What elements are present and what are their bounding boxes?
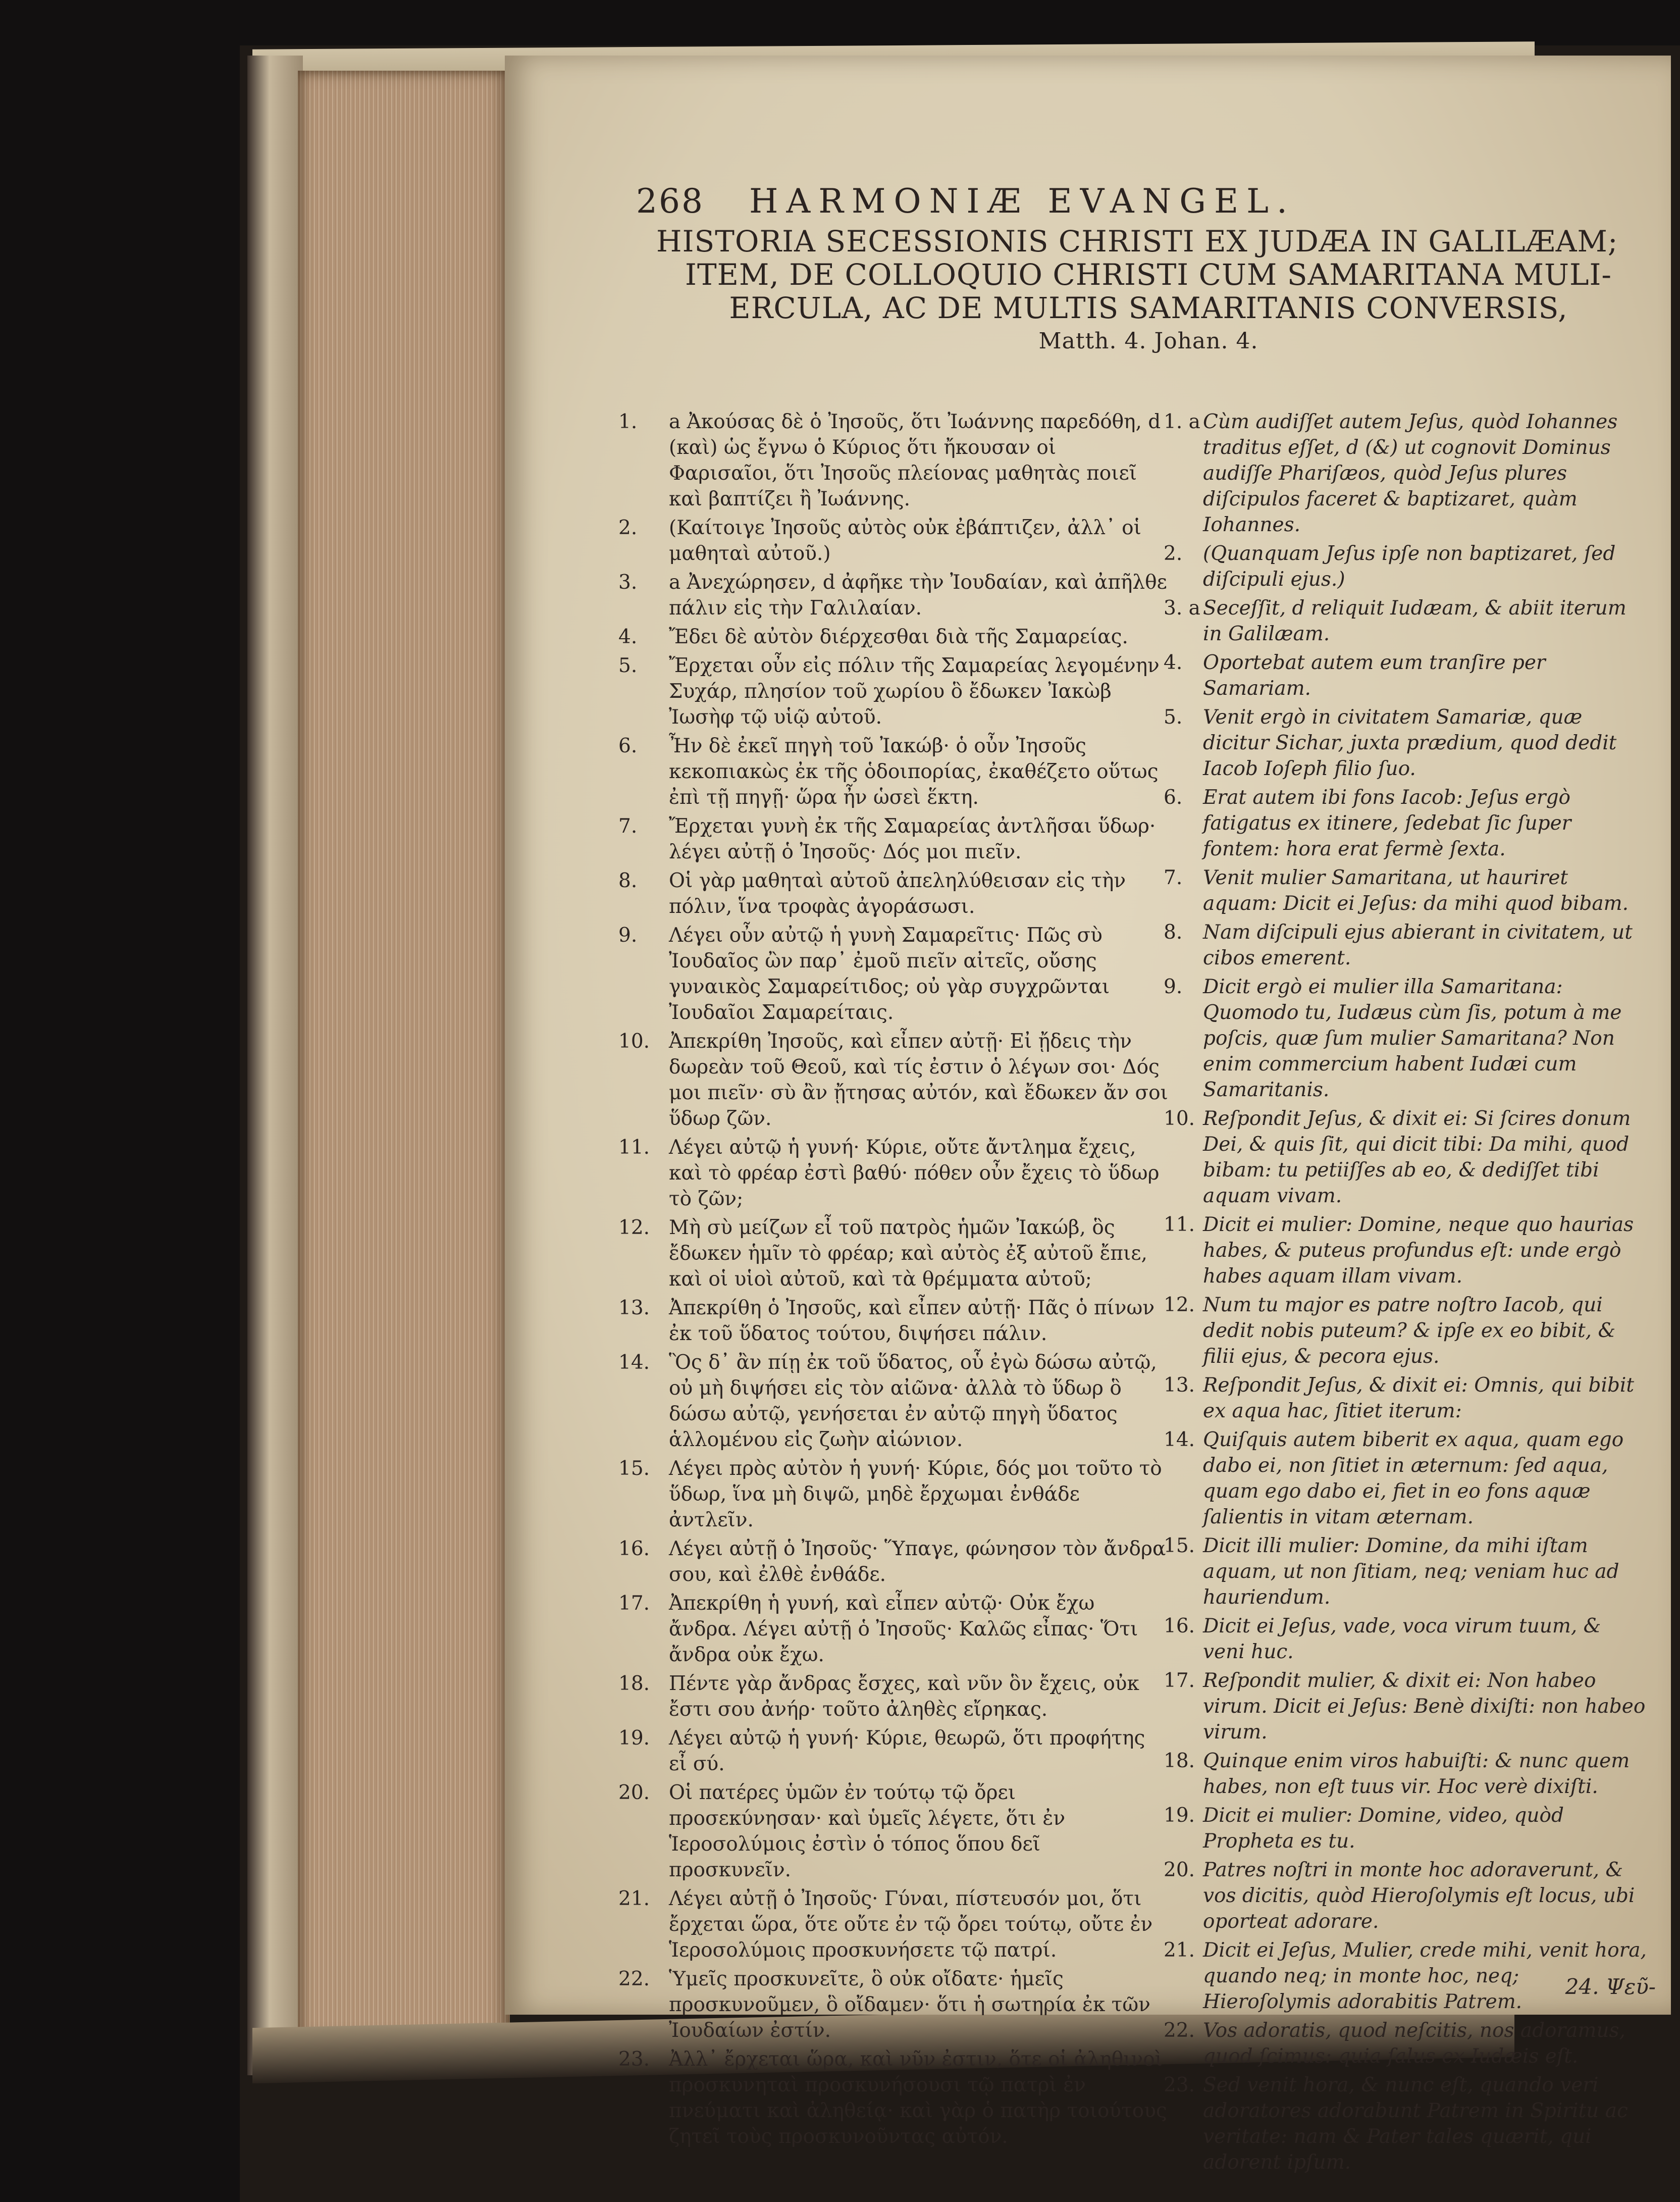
greek-verse — [618, 1135, 1169, 1212]
verse-text: Dicit ei Jeſus, vade, voca virum tuum, & veni huc. — [1203, 1615, 1601, 1663]
verse-text: Ἀπεκρίθη Ἰησοῦς, καὶ εἶπεν αὐτῇ· Εἰ ᾔδεις τὴν δωρεὰν τοῦ Θεοῦ, καὶ τίς ἐστιν ὁ λέγων σοι· Δός μοι πιεῖν· σὺ ἂν ᾔτησας αὐτόν, καὶ ἔδωκεν ἄν σοι ὕδωρ ζῶν. — [669, 1030, 1168, 1130]
latin-verse — [1164, 2018, 1648, 2069]
verse-number: 10. — [1164, 1107, 1195, 1130]
greek-verse — [618, 1215, 1169, 1292]
verse-text: Ἀλλ᾽ ἔρχεται ὥρα, καὶ νῦν ἐστιν, ὅτε οἱ ἀληθινοὶ προσκυνηταὶ προσκυνήσουσι τῷ πατρὶ ἐν πνεύματι καὶ ἀληθείᾳ· καὶ γὰρ ὁ πατὴρ τοιούτους ζητεῖ τοὺς προσκυνοῦντας αὐτόν. — [669, 2048, 1167, 2148]
verse-number: 13. — [1164, 1374, 1195, 1397]
verse-text: Patres noſtri in monte hoc adoraverunt, & vos dicitis, quòd Hieroſolymis eſt locus, ubi oporteat adorare. — [1203, 1859, 1635, 1933]
verse-number: 13. — [618, 1297, 650, 1319]
verse-text: Num tu major es patre noſtro Iacob, qui dedit nobis puteum? & ipſe ex eo bibit, & filii ejus, & pecora ejus. — [1203, 1294, 1616, 1368]
greek-verse — [618, 409, 1169, 512]
page-edges — [298, 71, 510, 2040]
verse-number: 7. — [1164, 866, 1183, 889]
greek-verse — [618, 653, 1169, 730]
latin-verse — [1164, 1613, 1648, 1665]
verse-text: Ἔδει δὲ αὐτὸν διέρχεσθαι διὰ τῆς Σαμαρείας. — [669, 626, 1128, 648]
verse-text: Πέντε γὰρ ἄνδρας ἔσχες, καὶ νῦν ὃν ἔχεις, οὐκ ἔστι σου ἀνήρ· τοῦτο ἀληθὲς εἴρηκας. — [669, 1672, 1139, 1721]
greek-verse — [618, 570, 1169, 621]
greek-verse — [618, 1029, 1169, 1132]
verse-text: Venit ergò in civitatem Samariæ, quæ dicitur Sichar, juxta prædium, quod dedit Iacob Ioſeph filio ſuo. — [1203, 706, 1617, 780]
latin-verse — [1164, 595, 1648, 647]
verse-text: Quinque enim viros habuiſti: & nunc quem habes, non eſt tuus vir. Hoc verè dixiſti. — [1203, 1750, 1630, 1798]
verse-number: 19. — [1164, 1804, 1195, 1827]
verse-number: 2. — [1164, 542, 1183, 565]
verse-text: a Ἀνεχώρησεν, d ἀφῆκε τὴν Ἰουδαίαν, καὶ ἀπῆλθε πάλιν εἰς τὴν Γαλιλαίαν. — [669, 571, 1167, 620]
latin-verse — [1164, 1748, 1648, 1800]
verse-number: 11. — [1164, 1213, 1195, 1236]
verse-text: Λέγει οὖν αὐτῷ ἡ γυνὴ Σαμαρεῖτις· Πῶς σὺ Ἰουδαῖος ὢν παρ᾽ ἐμοῦ πιεῖν αἰτεῖς, οὔσης γυναικὸς Σαμαρείτιδος; οὐ γὰρ συγχρῶνται Ἰουδαῖοι Σαμαρείταις. — [669, 924, 1110, 1024]
chapter-title-line: ITEM, DE COLLOQUIO CHRISTI CUM SAMARITANA MULI- — [685, 258, 1612, 292]
latin-verse — [1164, 1533, 1648, 1610]
verse-text: Seceſſit, d reliquit Iudæam, & abiit iterum in Galilæam. — [1203, 597, 1626, 645]
greek-verse — [618, 1725, 1169, 1777]
verse-text: Ἀπεκρίθη ἡ γυνή, καὶ εἶπεν αὐτῷ· Οὐκ ἔχω ἄνδρα. Λέγει αὐτῇ ὁ Ἰησοῦς· Καλῶς εἶπας· Ὅτι ἄνδρα οὐκ ἔχω. — [669, 1592, 1138, 1666]
verse-text: Ἀπεκρίθη ὁ Ἰησοῦς, καὶ εἶπεν αὐτῇ· Πᾶς ὁ πίνων ἐκ τοῦ ὕδατος τούτου, διψήσει πάλιν. — [669, 1297, 1155, 1345]
latin-verse — [1164, 785, 1648, 862]
greek-verse — [618, 1456, 1169, 1533]
verse-text: Λέγει αὐτῷ ἡ γυνή· Κύριε, οὔτε ἄντλημα ἔχεις, καὶ τὸ φρέαρ ἐστὶ βαθύ· πόθεν οὖν ἔχεις τὸ ὕδωρ τὸ ζῶν; — [669, 1136, 1160, 1210]
running-head — [636, 182, 1595, 221]
latin-verse — [1164, 1427, 1648, 1530]
verse-number: 9. — [1164, 976, 1183, 998]
latin-verse — [1164, 704, 1648, 782]
book-binding — [247, 56, 303, 2075]
verse-text: Dicit ergò ei mulier illa Samaritana: Quomodo tu, Iudæus cùm ſis, potum à me poſcis, quæ ſum mulier Samaritana? Non enim commercium habent Iudæi cum Samaritanis. — [1203, 976, 1622, 1101]
verse-number: 3. a — [1164, 597, 1200, 620]
greek-verse — [618, 1591, 1169, 1668]
verse-number: 20. — [1164, 1859, 1195, 1881]
greek-verse — [618, 1295, 1169, 1347]
greek-verse — [618, 1536, 1169, 1588]
verse-number: 6. — [1164, 786, 1183, 809]
latin-verse — [1164, 865, 1648, 916]
verse-number: 7. — [618, 815, 638, 838]
verse-text: Ὃς δ᾽ ἂν πίῃ ἐκ τοῦ ὕδατος, οὗ ἐγὼ δώσω αὐτῷ, οὐ μὴ διψήσει εἰς τὸν αἰῶνα· ἀλλὰ τὸ ὕδωρ ὃ δώσω αὐτῷ, γενήσεται ἐν αὐτῷ πηγὴ ὕδατος ἁλλομένου εἰς ζωὴν αἰώνιον. — [669, 1351, 1157, 1451]
verse-text: Reſpondit Jeſus, & dixit ei: Omnis, qui bibit ex aqua hac, ſitiet iterum: — [1203, 1374, 1635, 1422]
verse-number: 8. — [618, 869, 638, 892]
greek-verse — [618, 624, 1169, 650]
running-title: HARMONIÆ EVANGEL. — [749, 182, 1295, 221]
verse-number: 17. — [1164, 1669, 1195, 1692]
latin-verse — [1164, 1857, 1648, 1934]
chapter-title-line: ERCULA, AC DE MULTIS SAMARITANIS CONVERSIS, — [729, 291, 1568, 325]
latin-verse — [1164, 1106, 1648, 1209]
verse-text: Dicit ei mulier: Domine, video, quòd Propheta es tu. — [1203, 1804, 1564, 1853]
verse-number: 22. — [618, 1968, 650, 1990]
verse-text: Λέγει αὐτῇ ὁ Ἰησοῦς· Ὕπαγε, φώνησον τὸν ἄνδρα σου, καὶ ἐλθὲ ἐνθάδε. — [669, 1538, 1166, 1586]
latin-verse — [1164, 1292, 1648, 1369]
verse-text: Λέγει αὐτῷ ἡ γυνή· Κύριε, θεωρῶ, ὅτι προφήτης εἶ σύ. — [669, 1727, 1145, 1775]
latin-verse — [1164, 974, 1648, 1103]
latin-column — [1164, 409, 1648, 2178]
verse-number: 16. — [618, 1538, 650, 1560]
verse-text: Dicit illi mulier: Domine, da mihi iſtam aquam, ut non ſitiam, neq; veniam huc ad hauriendum. — [1203, 1534, 1619, 1609]
verse-number: 14. — [618, 1351, 650, 1374]
greek-verse — [618, 1966, 1169, 2043]
verse-text: a Ἀκούσας δὲ ὁ Ἰησοῦς, ὅτι Ἰωάννης παρεδόθη, d (καὶ) ὡς ἔγνω ὁ Κύριος ὅτι ἤκουσαν οἱ Φαρισαῖοι, ὅτι Ἰησοῦς πλείονας μαθητὰς ποιεῖ καὶ βαπτίζει ἢ Ἰωάννης. — [669, 411, 1161, 510]
catchword: 24. Ψεῦ- — [1565, 1974, 1656, 1999]
verse-text: Λέγει πρὸς αὐτὸν ἡ γυνή· Κύριε, δός μοι τοῦτο τὸ ὕδωρ, ἵνα μὴ διψῶ, μηδὲ ἔρχωμαι ἐνθάδε ἀντλεῖν. — [669, 1457, 1162, 1531]
verse-text: Ἦν δὲ ἐκεῖ πηγὴ τοῦ Ἰακώβ· ὁ οὖν Ἰησοῦς κεκοπιακὼς ἐκ τῆς ὁδοιπορίας, ἐκαθέζετο οὕτως ἐπὶ τῇ πηγῇ· ὥρα ἦν ὡσεὶ ἕκτη. — [669, 735, 1159, 809]
latin-verse — [1164, 1668, 1648, 1745]
latin-verse — [1164, 1372, 1648, 1424]
latin-verse — [1164, 1212, 1648, 1289]
scripture-reference: Matth. 4. Johan. 4. — [1038, 328, 1258, 354]
verse-text: Μὴ σὺ μείζων εἶ τοῦ πατρὸς ἡμῶν Ἰακώβ, ὃς ἔδωκεν ἡμῖν τὸ φρέαρ; καὶ αὐτὸς ἐξ αὐτοῦ ἔπιε, καὶ οἱ υἱοὶ αὐτοῦ, καὶ τὰ θρέμματα αὐτοῦ; — [669, 1216, 1147, 1291]
verse-number: 21. — [618, 1887, 650, 1910]
greek-verse — [618, 1671, 1169, 1722]
verse-text: Cùm audiſſet autem Jeſus, quòd Iohannes traditus eſſet, d (&) ut cognovit Dominus audiſſe Phariſæos, quòd Jeſus plures diſcipulos faceret & baptizaret, quàm Iohannes. — [1203, 411, 1618, 536]
verse-text: Oportebat autem eum tranſire per Samariam. — [1203, 651, 1546, 700]
verse-number: 18. — [618, 1672, 650, 1695]
verse-text: Ὑμεῖς προσκυνεῖτε, ὃ οὐκ οἴδατε· ἡμεῖς προσκυνοῦμεν, ὃ οἴδαμεν· ὅτι ἡ σωτηρία ἐκ τῶν Ἰουδαίων ἐστίν. — [669, 1968, 1150, 2042]
verse-text: Ἔρχεται οὖν εἰς πόλιν τῆς Σαμαρείας λεγομένην Συχάρ, πλησίον τοῦ χωρίου ὃ ἔδωκεν Ἰακὼβ Ἰωσὴφ τῷ υἱῷ αὐτοῦ. — [669, 654, 1160, 729]
verse-text: Λέγει αὐτῇ ὁ Ἰησοῦς· Γύναι, πίστευσόν μοι, ὅτι ἔρχεται ὥρα, ὅτε οὔτε ἐν τῷ ὄρει τούτῳ, οὔτε ἐν Ἱεροσολύμοις προσκυνήσετε τῷ πατρί. — [669, 1887, 1153, 1962]
verse-number: 1. — [618, 411, 638, 433]
chapter-title-line: HISTORIA SECESSIONIS CHRISTI EX JUDÆA IN GALILÆAM; — [656, 224, 1618, 259]
greek-verse — [618, 868, 1169, 919]
verse-number: 10. — [618, 1030, 650, 1053]
verse-text: Sed venit hora, & nunc eſt, quando veri adoratores adorabunt Patrem in Spiritu ac veritate: nam & Pater tales quærit, qui adorent ipſum. — [1203, 2074, 1628, 2174]
verse-text: Reſpondit Jeſus, & dixit ei: Si ſcires donum Dei, & quis ſit, qui dicit tibi: Da mihi, quod bibam: tu petiiſſes ab eo, & dediſſet tibi aquam vivam. — [1203, 1107, 1631, 1207]
verse-number: 14. — [1164, 1428, 1195, 1451]
verse-text: (Καίτοιγε Ἰησοῦς αὐτὸς οὐκ ἐβάπτιζεν, ἀλλ᾽ οἱ μαθηταὶ αὐτοῦ.) — [669, 517, 1141, 565]
verse-number: 1. a — [1164, 411, 1200, 433]
verse-number: 19. — [618, 1727, 650, 1750]
verse-number: 16. — [1164, 1615, 1195, 1637]
verse-number: 17. — [618, 1592, 650, 1615]
verse-number: 8. — [1164, 921, 1183, 944]
verse-text: Venit mulier Samaritana, ut hauriret aquam: Dicit ei Jeſus: da mihi quod bibam. — [1203, 866, 1629, 915]
verse-text: Dicit ei mulier: Domine, neque quo haurias habes, & puteus profundus eſt: unde ergò habes aquam illam vivam. — [1203, 1213, 1634, 1288]
greek-verse — [618, 923, 1169, 1026]
verse-number: 2. — [618, 517, 638, 539]
verse-number: 9. — [618, 924, 638, 947]
verse-number: 12. — [618, 1216, 650, 1239]
verse-number: 21. — [1164, 1939, 1195, 1962]
verse-number: 3. — [618, 571, 638, 594]
verse-number: 4. — [618, 626, 638, 648]
verse-number: 23. — [1164, 2074, 1195, 2096]
latin-verse — [1164, 2072, 1648, 2175]
greek-verse — [618, 733, 1169, 810]
greek-verse — [618, 1886, 1169, 1963]
verse-text: Erat autem ibi fons Iacob: Jeſus ergò fatigatus ex itinere, ſedebat ſic ſuper fontem: hora erat fermè ſexta. — [1203, 786, 1571, 860]
verse-number: 5. — [618, 654, 638, 677]
book-page — [505, 56, 1671, 2174]
greek-column — [618, 409, 1169, 2153]
verse-number: 22. — [1164, 2019, 1195, 2042]
verse-text: Quiſquis autem biberit ex aqua, quam ego dabo ei, non ſitiet in æternum: ſed aqua, quam ego dabo ei, fiet in eo fons aquæ ſalientis in vitam æternam. — [1203, 1428, 1624, 1528]
verse-number: 12. — [1164, 1294, 1195, 1316]
verse-number: 18. — [1164, 1750, 1195, 1772]
greek-verse — [618, 1780, 1169, 1883]
verse-number: 6. — [618, 735, 638, 757]
verse-number: 15. — [618, 1457, 650, 1480]
verse-number: 23. — [618, 2048, 650, 2071]
greek-verse — [618, 813, 1169, 865]
greek-verse — [618, 515, 1169, 567]
verse-text: Οἱ γὰρ μαθηταὶ αὐτοῦ ἀπεληλύθεισαν εἰς τὴν πόλιν, ἵνα τροφὰς ἀγοράσωσι. — [669, 869, 1126, 918]
verse-number: 11. — [618, 1136, 650, 1159]
verse-number: 5. — [1164, 706, 1183, 729]
latin-verse — [1164, 650, 1648, 701]
chapter-title — [656, 225, 1641, 358]
verse-text: Ἔρχεται γυνὴ ἐκ τῆς Σαμαρείας ἀντλῆσαι ὕδωρ· λέγει αὐτῇ ὁ Ἰησοῦς· Δός μοι πιεῖν. — [669, 815, 1156, 863]
verse-number: 20. — [618, 1781, 650, 1804]
verse-text: Dicit ei Jeſus, Mulier, crede mihi, venit hora, quando neq; in monte hoc, neq; Hieroſolymis adorabitis Patrem. — [1203, 1939, 1647, 2013]
verse-text: (Quanquam Jeſus ipſe non baptizaret, ſed diſcipuli ejus.) — [1203, 542, 1616, 591]
latin-verse — [1164, 1803, 1648, 1854]
latin-verse — [1164, 541, 1648, 592]
greek-verse — [618, 1350, 1169, 1453]
verse-text: Reſpondit mulier, & dixit ei: Non habeo virum. Dicit ei Jeſus: Benè dixiſti: non habeo virum. — [1203, 1669, 1646, 1744]
verse-text: Vos adoratis, quod neſcitis, nos adoramus, quod ſcimus: quia ſalus ex Iudæis eſt. — [1203, 2019, 1625, 2068]
page-number: 268 — [636, 182, 704, 221]
greek-verse — [618, 2046, 1169, 2149]
latin-verse — [1164, 409, 1648, 538]
verse-text: Nam diſcipuli ejus abierant in civitatem, ut cibos emerent. — [1203, 921, 1633, 969]
verse-number: 15. — [1164, 1534, 1195, 1557]
latin-verse — [1164, 919, 1648, 971]
verse-text: Οἱ πατέρες ὑμῶν ἐν τούτῳ τῷ ὄρει προσεκύνησαν· καὶ ὑμεῖς λέγετε, ὅτι ἐν Ἱεροσολύμοις ἐστὶν ὁ τόπος ὅπου δεῖ προσκυνεῖν. — [669, 1781, 1066, 1881]
verse-number: 4. — [1164, 651, 1183, 674]
